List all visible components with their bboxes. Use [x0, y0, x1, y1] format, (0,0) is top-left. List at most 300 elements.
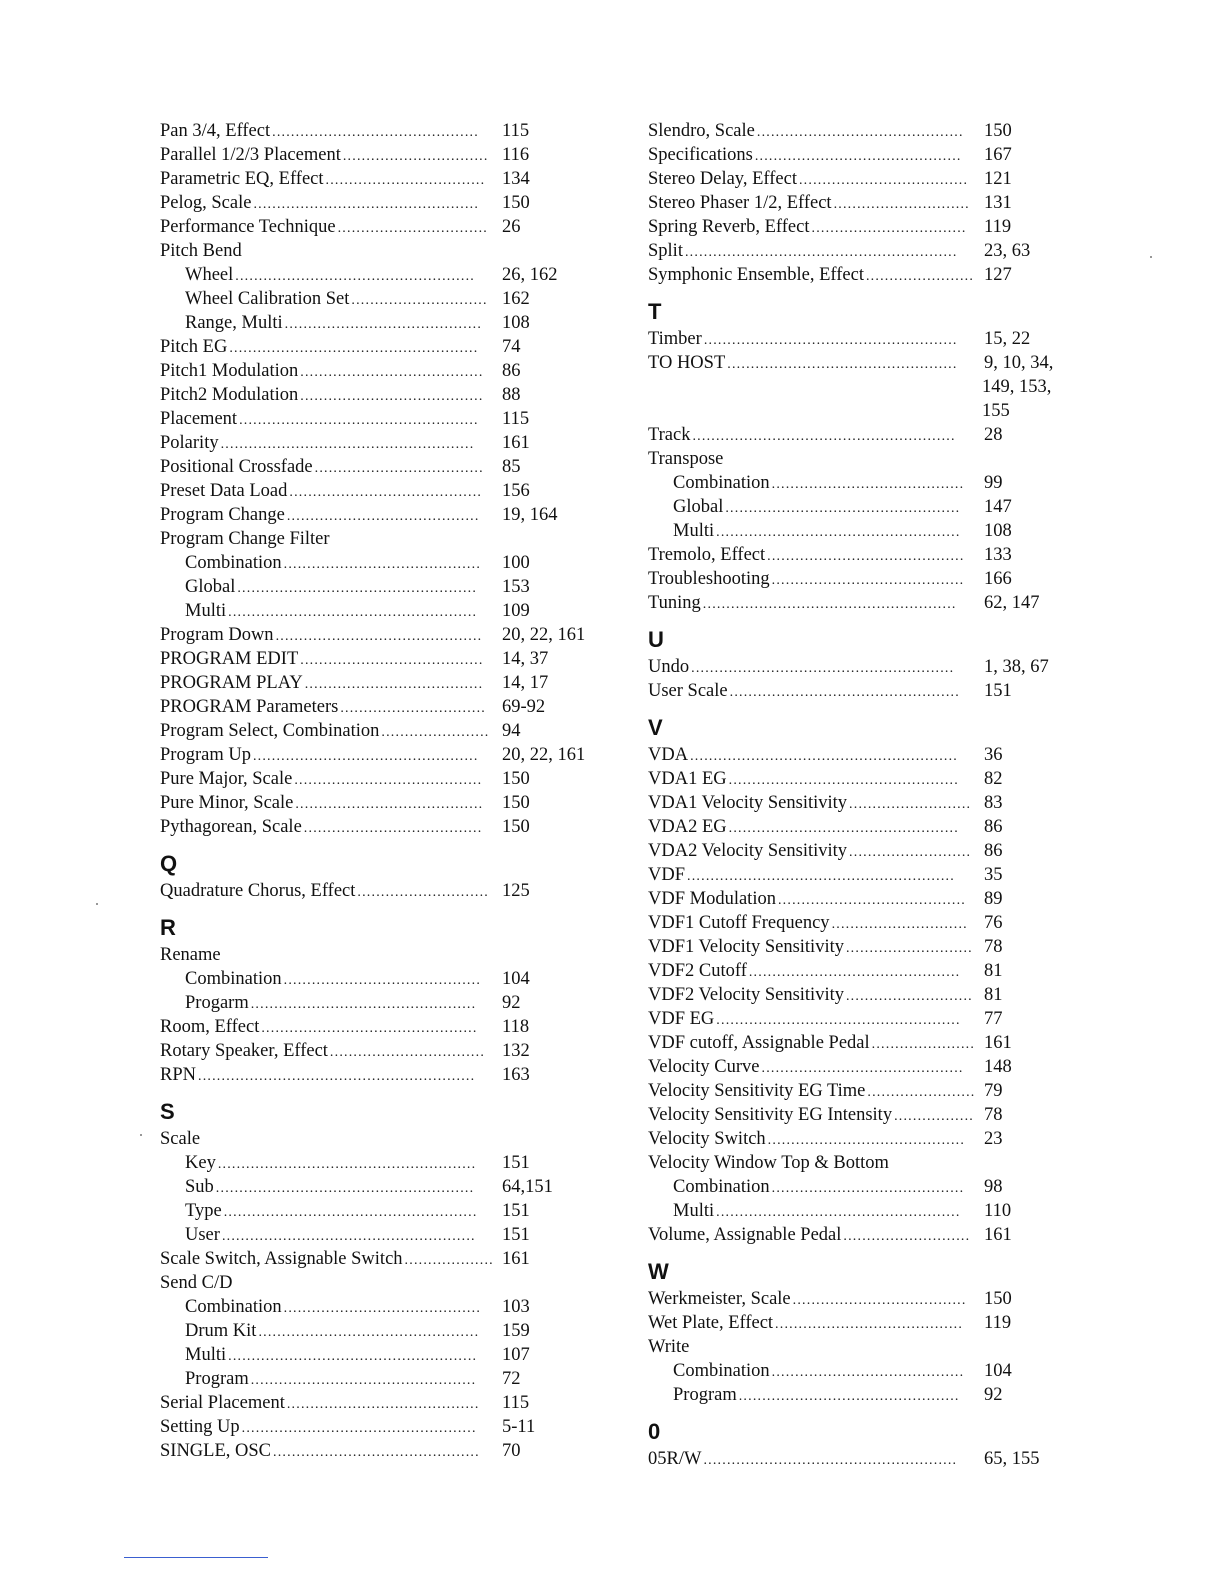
page-numbers: 78: [984, 937, 1003, 957]
entry-label: Range, Multi: [185, 313, 283, 333]
dot-leader: ......................................................: [223, 1205, 478, 1220]
entry-label: Preset Data Load: [160, 481, 288, 501]
index-subentry: [160, 1367, 590, 1391]
index-entry: [648, 887, 1068, 911]
dot-leader: .................................................: [727, 357, 958, 372]
dot-leader: .......................................: [300, 365, 484, 380]
page-numbers: 94: [502, 721, 521, 741]
index-heading: Rename: [160, 945, 221, 965]
dot-leader: .......................: [381, 725, 490, 740]
dot-leader: ........................................................: [691, 661, 955, 676]
dot-leader: ...............................................: [258, 1325, 480, 1340]
dot-leader: .............................................: [748, 965, 961, 980]
dot-leader: ..........................: [849, 797, 972, 812]
section-letter: T: [648, 299, 662, 324]
entry-label: Werkmeister, Scale: [648, 1289, 791, 1309]
scan-speck: [96, 903, 98, 905]
index-entry: [648, 191, 1068, 215]
page-numbers: 110: [984, 1201, 1012, 1221]
entry-label: Wet Plate, Effect: [648, 1313, 774, 1333]
dot-leader: ..................................................: [241, 1421, 477, 1436]
index-entry: [648, 1031, 1068, 1055]
entry-label: Program Select, Combination: [160, 721, 380, 741]
index-subentry: [648, 1175, 1068, 1199]
page-numbers: 161: [984, 1225, 1012, 1245]
page-numbers: 104: [502, 969, 530, 989]
page-numbers: 161: [984, 1033, 1012, 1053]
dot-leader: ....................................................: [716, 1205, 961, 1220]
entry-label: Program: [185, 1369, 249, 1389]
entry-label: Serial Placement: [160, 1393, 285, 1413]
dot-leader: ...................................................: [239, 413, 479, 428]
entry-label: Velocity Switch: [648, 1129, 766, 1149]
page-numbers: 9, 10, 34,: [984, 353, 1054, 373]
index-entry: [648, 351, 1068, 375]
dot-leader: ................................................: [252, 749, 479, 764]
page-numbers: 108: [502, 313, 530, 333]
entry-label: VDF: [648, 865, 686, 885]
index-entry: [160, 1247, 590, 1271]
index-entry: [648, 423, 1068, 447]
entry-label: VDF cutoff, Assignable Pedal: [648, 1033, 870, 1053]
index-entry: [648, 1127, 1068, 1151]
index-heading: Velocity Window Top & Bottom: [648, 1153, 889, 1173]
entry-label: Wheel Calibration Set: [185, 289, 350, 309]
page-numbers: 127: [984, 265, 1012, 285]
entry-label: Performance Technique: [160, 217, 336, 237]
index-entry: [160, 191, 590, 215]
entry-label: Combination: [673, 473, 770, 493]
dot-leader: ......................................................: [220, 437, 475, 452]
page-numbers: 83: [984, 793, 1003, 813]
index-entry: [160, 1391, 590, 1415]
entry-label: Pure Minor, Scale: [160, 793, 294, 813]
section-letter: 0: [648, 1419, 661, 1444]
index-heading: Write: [648, 1337, 690, 1357]
entry-label: Split: [648, 241, 683, 261]
entry-label: Progarm: [185, 993, 249, 1013]
page-numbers: 78: [984, 1105, 1003, 1125]
index-entry: [648, 567, 1068, 591]
section-letter: V: [648, 715, 663, 740]
index-entry: [648, 655, 1068, 679]
index-entry: [160, 791, 590, 815]
page-numbers: 167: [984, 145, 1012, 165]
dot-leader: ..........................................: [283, 1301, 482, 1316]
section-letter: Q: [160, 851, 178, 876]
page-numbers: 77: [984, 1009, 1003, 1029]
index-entry: [648, 167, 1068, 191]
entry-label: VDA2 EG: [648, 817, 727, 837]
page-numbers: 119: [984, 217, 1012, 237]
dot-leader: .................: [894, 1109, 974, 1124]
index-entry: [648, 815, 1068, 839]
page-numbers: 156: [502, 481, 530, 501]
index-entry: [648, 1311, 1068, 1335]
index-entry: [160, 167, 590, 191]
page-numbers: 98: [984, 1177, 1003, 1197]
index-subentry: [160, 1199, 590, 1223]
index-subentry: [648, 1199, 1068, 1223]
page-numbers: 166: [984, 569, 1012, 589]
entry-label: VDF2 Velocity Sensitivity: [648, 985, 844, 1005]
page-numbers: 62, 147: [984, 593, 1040, 613]
dot-leader: ..........................................: [283, 557, 482, 572]
index-heading: Transpose: [648, 449, 724, 469]
page-numbers: 108: [984, 521, 1012, 541]
index-subentry: [160, 1175, 590, 1199]
index-column-right: [648, 119, 1068, 1471]
dot-leader: .........................................: [289, 485, 483, 500]
entry-label: Program Down: [160, 625, 274, 645]
entry-label: Combination: [673, 1177, 770, 1197]
index-subentry: [160, 599, 590, 623]
index-entry: [160, 767, 590, 791]
index-entry: [648, 679, 1068, 703]
entry-label: VDA1 Velocity Sensitivity: [648, 793, 848, 813]
dot-leader: .....................................................: [229, 341, 479, 356]
dot-leader: ......................................................: [703, 333, 958, 348]
index-subentry: [648, 471, 1068, 495]
page-numbers: 28: [984, 425, 1003, 445]
page-numbers: 104: [984, 1361, 1012, 1381]
index-subentry: [648, 519, 1068, 543]
dot-leader: ....................................................: [716, 525, 961, 540]
entry-label: Pythagorean, Scale: [160, 817, 302, 837]
page-numbers: 26: [502, 217, 521, 237]
page-numbers: 92: [502, 993, 521, 1013]
index-subentry: [160, 1343, 590, 1367]
page-numbers: 150: [502, 817, 530, 837]
index-entry: [648, 1447, 1068, 1471]
dot-leader: .....................................: [792, 1293, 967, 1308]
dot-leader: .......................................: [300, 389, 484, 404]
index-entry: [648, 263, 1068, 287]
dot-leader: ......................: [871, 1037, 976, 1052]
section-letter: U: [648, 627, 664, 652]
index-entry: [160, 503, 590, 527]
entry-label: Pan 3/4, Effect: [160, 121, 271, 141]
index-entry: [648, 215, 1068, 239]
page-numbers: 159: [502, 1321, 530, 1341]
page-numbers: 20, 22, 161: [502, 745, 586, 765]
entry-label: Parametric EQ, Effect: [160, 169, 324, 189]
dot-leader: .................................: [811, 221, 967, 236]
index-entry: [648, 119, 1068, 143]
dot-leader: ............................................: [275, 629, 483, 644]
entry-label: PROGRAM Parameters: [160, 697, 339, 717]
dot-leader: ..................................: [325, 173, 486, 188]
entry-label: Global: [673, 497, 724, 517]
dot-leader: ....................................: [314, 461, 484, 476]
entry-label: User: [185, 1225, 220, 1245]
dot-leader: .............................: [833, 197, 970, 212]
page-numbers: 150: [502, 769, 530, 789]
dot-leader: ........................................: [295, 797, 484, 812]
dot-leader: .........................................: [771, 477, 965, 492]
scan-speck: [140, 1134, 142, 1136]
index-entry: [160, 143, 590, 167]
index-subentry: [648, 1359, 1068, 1383]
dot-leader: ...................................................: [235, 269, 475, 284]
index-subentry: [160, 1151, 590, 1175]
index-entry: [160, 1063, 590, 1087]
dot-leader: .............................: [831, 917, 968, 932]
index-heading: Send C/D: [160, 1273, 233, 1293]
dot-leader: ..........................: [849, 845, 972, 860]
dot-leader: .......................................................: [217, 1157, 477, 1172]
index-entry: [648, 863, 1068, 887]
entry-label: Setting Up: [160, 1417, 240, 1437]
entry-label: Combination: [673, 1361, 770, 1381]
dot-leader: ......................................................: [221, 1229, 476, 1244]
section-letter: W: [648, 1259, 669, 1284]
dot-leader: ................................: [337, 221, 488, 236]
dot-leader: ............................................: [754, 149, 962, 164]
dot-leader: ...........................: [845, 941, 973, 956]
dot-leader: .........................................: [771, 573, 965, 588]
page-numbers: 100: [502, 553, 530, 573]
entry-label: Combination: [185, 1297, 282, 1317]
page-numbers-continued: 149, 153,: [982, 377, 1052, 397]
page-numbers: 81: [984, 985, 1003, 1005]
dot-leader: ...............................: [340, 701, 487, 716]
dot-leader: ................................................: [253, 197, 480, 212]
page-numbers: 74: [502, 337, 521, 357]
dot-leader: ...............................................: [738, 1389, 960, 1404]
section-letter: S: [160, 1099, 175, 1124]
dot-leader: .......................: [865, 269, 975, 284]
entry-label: VDF2 Cutoff: [648, 961, 747, 981]
index-entry: [648, 911, 1068, 935]
entry-label: VDA2 Velocity Sensitivity: [648, 841, 848, 861]
page-numbers: 14, 37: [502, 649, 549, 669]
page-numbers: 23: [984, 1129, 1003, 1149]
dot-leader: ................................................: [250, 997, 477, 1012]
page-numbers: 89: [984, 889, 1003, 909]
dot-leader: ...................................................: [237, 581, 478, 596]
entry-label: Stereo Phaser 1/2, Effect: [648, 193, 832, 213]
entry-label: SINGLE, OSC: [160, 1441, 272, 1461]
entry-label: VDA: [648, 745, 689, 765]
dot-leader: ............................................: [272, 125, 479, 140]
index-entry: [160, 743, 590, 767]
page-numbers: 115: [502, 121, 530, 141]
entry-label: Timber: [648, 329, 702, 349]
index-subentry: [160, 991, 590, 1015]
index-entry: [648, 1007, 1068, 1031]
index-subentry: [160, 311, 590, 335]
page-numbers: 125: [502, 881, 530, 901]
dot-leader: .........................................: [286, 509, 480, 524]
index-entry: [160, 815, 590, 839]
index-entry: [648, 959, 1068, 983]
page-numbers: 88: [502, 385, 521, 405]
dot-leader: ......................................: [304, 677, 484, 692]
page-numbers: 115: [502, 1393, 530, 1413]
page-numbers: 107: [502, 1345, 530, 1365]
dot-leader: .....................................................: [228, 1349, 478, 1364]
entry-label: Combination: [185, 553, 282, 573]
page-numbers: 151: [502, 1225, 530, 1245]
dot-leader: ............................................: [756, 125, 964, 140]
dot-leader: ............................: [357, 885, 489, 900]
dot-leader: ...........................: [845, 989, 973, 1004]
entry-label: Polarity: [160, 433, 219, 453]
index-heading: Pitch Bend: [160, 241, 242, 261]
dot-leader: .......................................: [300, 653, 484, 668]
page-numbers: 131: [984, 193, 1012, 213]
page-numbers: 69-92: [502, 697, 546, 717]
entry-label: Multi: [673, 521, 715, 541]
index-entry: [160, 879, 590, 903]
page-numbers: 19, 164: [502, 505, 558, 525]
dot-leader: ........................................................: [692, 429, 956, 444]
dot-leader: ............................................: [273, 1445, 480, 1460]
dot-leader: .................................................: [729, 685, 960, 700]
entry-label: Positional Crossfade: [160, 457, 313, 477]
entry-label: Multi: [185, 601, 227, 621]
page-numbers: 36: [984, 745, 1003, 765]
entry-label: Multi: [185, 1345, 227, 1365]
entry-label: VDF1 Velocity Sensitivity: [648, 937, 844, 957]
index-subentry: [160, 967, 590, 991]
entry-label: Key: [185, 1153, 216, 1173]
index-entry: [160, 479, 590, 503]
page-numbers: 161: [502, 1249, 530, 1269]
page-numbers: 35: [984, 865, 1003, 885]
entry-label: Pitch1 Modulation: [160, 361, 299, 381]
entry-label: VDF EG: [648, 1009, 715, 1029]
page-numbers: 5-11: [502, 1417, 536, 1437]
index-entry: [160, 407, 590, 431]
entry-label: Stereo Delay, Effect: [648, 169, 797, 189]
dot-leader: .......................................................: [215, 1181, 475, 1196]
dot-leader: .................................: [329, 1045, 486, 1060]
dot-leader: .............................: [351, 293, 488, 308]
entry-label: Multi: [673, 1201, 715, 1221]
index-entry: [160, 455, 590, 479]
section-letter: R: [160, 915, 176, 940]
page-numbers: 132: [502, 1041, 530, 1061]
page-numbers: 151: [502, 1153, 530, 1173]
index-entry: [648, 239, 1068, 263]
entry-label: User Scale: [648, 681, 728, 701]
page-numbers: 26, 162: [502, 265, 558, 285]
index-entry: [648, 1103, 1068, 1127]
index-entry: [648, 1079, 1068, 1103]
page-numbers: 86: [984, 817, 1003, 837]
dot-leader: .................................................: [728, 821, 959, 836]
entry-label: Rotary Speaker, Effect: [160, 1041, 328, 1061]
index-subentry: [160, 287, 590, 311]
index-subentry: [160, 551, 590, 575]
page-numbers: 119: [984, 1313, 1012, 1333]
page-numbers: 148: [984, 1057, 1012, 1077]
dot-leader: ..............................................: [261, 1021, 478, 1036]
page-numbers: 72: [502, 1369, 521, 1389]
entry-label: Wheel: [185, 265, 234, 285]
page-numbers: 150: [502, 793, 530, 813]
entry-label: Spring Reverb, Effect: [648, 217, 810, 237]
page-numbers: 70: [502, 1441, 521, 1461]
entry-label: PROGRAM PLAY: [160, 673, 303, 693]
index-subentry: [648, 1383, 1068, 1407]
index-entry: [160, 695, 590, 719]
entry-label: Undo: [648, 657, 690, 677]
entry-label: Drum Kit: [185, 1321, 257, 1341]
dot-leader: .................................................: [728, 773, 959, 788]
entry-label: Velocity Sensitivity EG Time: [648, 1081, 866, 1101]
dot-leader: ......................................................: [702, 597, 957, 612]
page-numbers: 86: [502, 361, 521, 381]
page-numbers: 20, 22, 161: [502, 625, 586, 645]
entry-label: Room, Effect: [160, 1017, 260, 1037]
dot-leader: .........................................................: [690, 749, 958, 764]
entry-label: Slendro, Scale: [648, 121, 755, 141]
index-entry: [160, 647, 590, 671]
entry-label: Troubleshooting: [648, 569, 770, 589]
entry-label: Tuning: [648, 593, 701, 613]
dot-leader: .....................................................: [228, 605, 478, 620]
footer-rule: [124, 1557, 268, 1558]
entry-label: Sub: [185, 1177, 214, 1197]
index-entry: [160, 359, 590, 383]
entry-label: VDA1 EG: [648, 769, 727, 789]
entry-label: Velocity Sensitivity EG Intensity: [648, 1105, 893, 1125]
index-column-left: [160, 119, 590, 1463]
dot-leader: ..........................................: [767, 1133, 966, 1148]
entry-label: Program Change: [160, 505, 285, 525]
dot-leader: ..........................................: [283, 973, 482, 988]
page-numbers: 1, 38, 67: [984, 657, 1049, 677]
index-subentry: [160, 1223, 590, 1247]
index-entry: [648, 743, 1068, 767]
entry-label: Pure Major, Scale: [160, 769, 293, 789]
entry-label: Global: [185, 577, 236, 597]
dot-leader: ...................: [404, 1253, 494, 1268]
scan-speck: [1150, 256, 1152, 258]
index-subentry: [648, 495, 1068, 519]
page-numbers: 76: [984, 913, 1003, 933]
page-numbers: 153: [502, 577, 530, 597]
dot-leader: ...............................: [342, 149, 489, 164]
index-entry: [160, 1415, 590, 1439]
page-numbers: 162: [502, 289, 530, 309]
entry-label: Volume, Assignable Pedal: [648, 1225, 842, 1245]
index-entry: [648, 935, 1068, 959]
entry-label: Program Up: [160, 745, 251, 765]
index-heading: Scale: [160, 1129, 201, 1149]
page-numbers: 81: [984, 961, 1003, 981]
entry-label: Symphonic Ensemble, Effect: [648, 265, 864, 285]
page-numbers: 79: [984, 1081, 1003, 1101]
index-entry: [648, 839, 1068, 863]
index-entry: [648, 543, 1068, 567]
index-entry: [648, 327, 1068, 351]
dot-leader: .......................: [867, 1085, 976, 1100]
page-numbers: 151: [502, 1201, 530, 1221]
index-subentry: [160, 1319, 590, 1343]
dot-leader: ..........................................: [767, 549, 965, 564]
page-numbers: 121: [984, 169, 1012, 189]
page-numbers: 82: [984, 769, 1003, 789]
dot-leader: ....................................: [798, 173, 969, 188]
entry-label: Pitch EG: [160, 337, 228, 357]
page-numbers: 147: [984, 497, 1012, 517]
page-numbers: 163: [502, 1065, 530, 1085]
page-numbers: 15, 22: [984, 329, 1031, 349]
